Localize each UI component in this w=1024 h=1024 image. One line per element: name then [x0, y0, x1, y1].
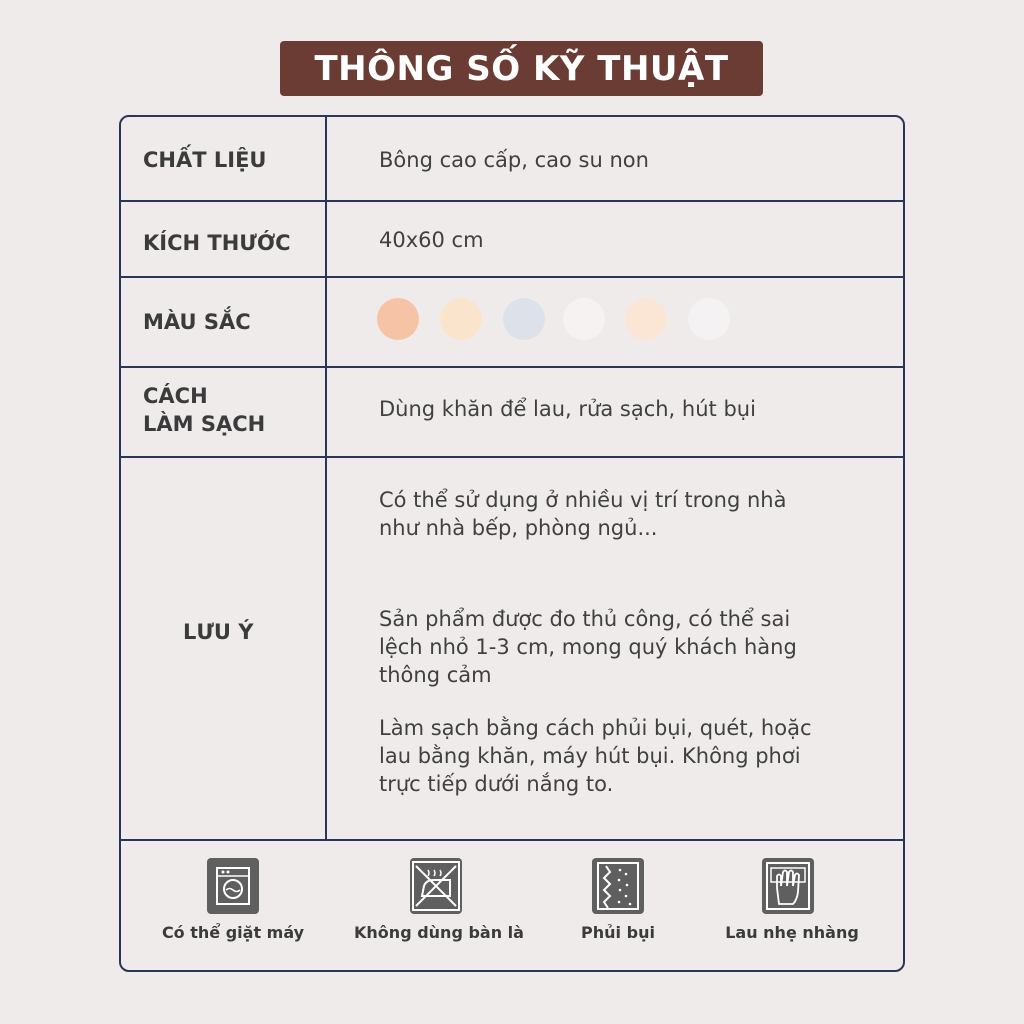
- care-label-gentle-wipe: Lau nhẹ nhàng: [725, 923, 859, 942]
- note-cleaning: [379, 714, 812, 798]
- care-label-dust: Phủi bụi: [581, 923, 655, 942]
- note-measurement-line3: thông cảm: [379, 663, 492, 687]
- size-value: 40x60 cm: [379, 228, 484, 252]
- color-swatch-light-grey[interactable]: [688, 298, 730, 340]
- color-swatch-blue[interactable]: [503, 298, 545, 340]
- row-divider: [121, 456, 903, 458]
- note-cleaning-line2: lau bằng khăn, máy hút bụi. Không phơi: [379, 744, 801, 768]
- no-iron-icon: [410, 858, 462, 914]
- washing-machine-icon: [207, 858, 259, 914]
- note-measurement: [379, 605, 797, 689]
- note-cleaning-line3: trực tiếp dưới nắng to.: [379, 772, 614, 796]
- care-label-machine-wash: Có thể giặt máy: [161, 923, 305, 942]
- dust-brush-icon: [592, 858, 644, 914]
- row-divider: [121, 366, 903, 368]
- cleaning-label: [143, 382, 265, 438]
- color-swatch-peach[interactable]: [377, 298, 419, 340]
- cleaning-label-line2: LÀM SẠCH: [143, 412, 266, 436]
- row-divider: [121, 839, 903, 841]
- note-measurement-line2: lệch nhỏ 1-3 cm, mong quý khách hàng: [379, 635, 797, 659]
- note-usage-line1: Có thể sử dụng ở nhiều vị trí trong nhà: [379, 488, 787, 512]
- color-swatch-white[interactable]: [563, 298, 605, 340]
- column-divider: [325, 117, 327, 839]
- hand-wipe-icon: [762, 858, 814, 914]
- notes-label: LƯU Ý: [183, 620, 254, 644]
- color-swatch-beige[interactable]: [625, 298, 667, 340]
- colors-label: MÀU SẮC: [143, 310, 251, 334]
- material-value: Bông cao cấp, cao su non: [379, 148, 649, 172]
- row-divider: [121, 276, 903, 278]
- care-label-no-iron: Không dùng bàn là: [354, 923, 524, 942]
- spec-table: [119, 115, 905, 972]
- note-usage-line2: như nhà bếp, phòng ngủ...: [379, 516, 658, 540]
- note-measurement-line1: Sản phẩm được đo thủ công, có thể sai: [379, 607, 791, 631]
- page-title: THÔNG SỐ KỸ THUẬT: [280, 41, 763, 96]
- material-label: CHẤT LIỆU: [143, 148, 267, 172]
- note-usage: [379, 486, 786, 542]
- note-cleaning-line1: Làm sạch bằng cách phủi bụi, quét, hoặc: [379, 716, 812, 740]
- row-divider: [121, 200, 903, 202]
- color-swatch-cream[interactable]: [440, 298, 482, 340]
- size-label: KÍCH THƯỚC: [143, 231, 291, 255]
- cleaning-value: Dùng khăn để lau, rửa sạch, hút bụi: [379, 397, 756, 421]
- cleaning-label-line1: CÁCH: [143, 384, 208, 408]
